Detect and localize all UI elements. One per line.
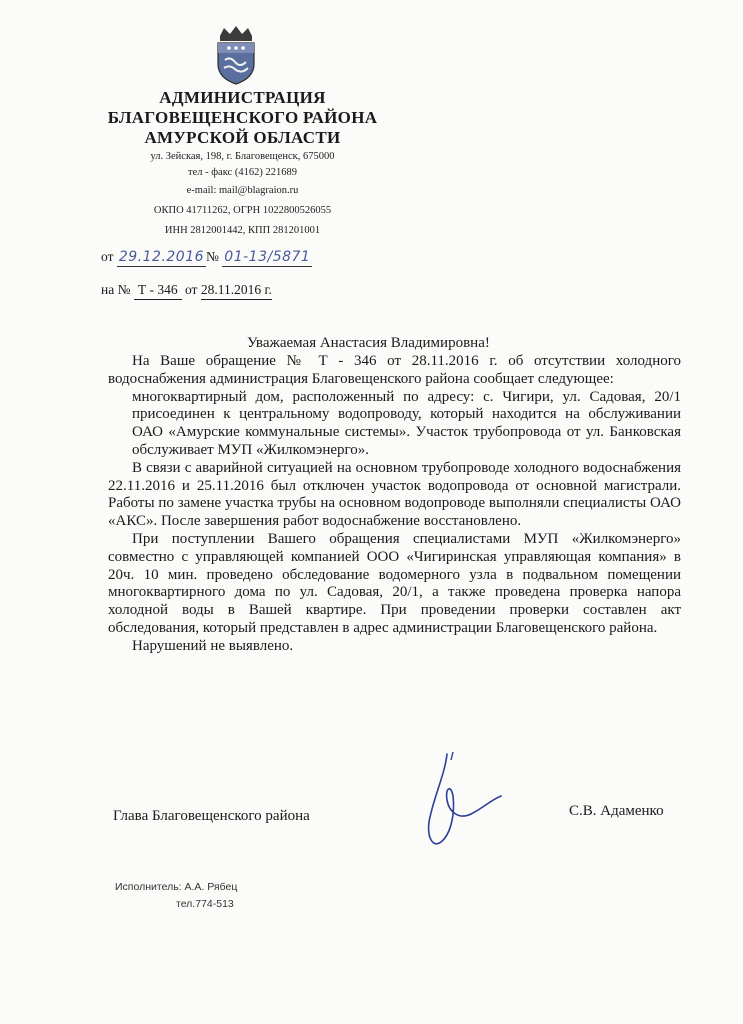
signatory-position: Глава Благовещенского района bbox=[113, 808, 310, 824]
org-phone: тел - факс (4162) 221689 bbox=[188, 167, 297, 178]
letter-body bbox=[108, 353, 681, 656]
org-title-line2: БЛАГОВЕЩЕНСКОГО РАЙОНА bbox=[107, 108, 378, 127]
handwritten-signature bbox=[405, 744, 505, 852]
paragraph-inspection: При поступлении Вашего обращения специалистами МУП «Жилкомэнерго» совместно с управляющей компанией ООО «Чигиринская управляющая компания» в 20ч. 10 мин. проведено обследование водомерного узла в подвальном помещении многоквартирного дома по ул. Садовая, 20/1, а также проведена проверка напора холодной воды в Вашей квартире. При проведении проверки составлен акт обследования, который представлен в адрес администрации Благовещенского района. bbox=[108, 530, 681, 636]
paragraph-conclusion: Нарушений не выявлено. bbox=[132, 637, 294, 654]
ref-number-prefix: № bbox=[206, 249, 219, 264]
ref-to-date-prefix: от bbox=[184, 282, 198, 297]
ref-from-prefix: от bbox=[101, 249, 114, 264]
executor-phone: тел.774-513 bbox=[176, 898, 234, 910]
ref-date-handwritten: 29.12.2016 bbox=[118, 249, 205, 265]
org-okpo: ОКПО 41711262, ОГРН 1022800526055 bbox=[153, 205, 332, 216]
org-address: ул. Зейская, 198, г. Благовещенск, 675000 bbox=[150, 151, 335, 162]
paragraph-accident: В связи с аварийной ситуацией на основном трубопроводе холодного водоснабжения 22.11.2016 и 25.11.2016 был отключен участок водопровода от основной магистрали. Работы по замене участка трубы на основном водопроводе выполняли специалисты ОАО «АКС». После завершения работ водоснабжение восстановлено. bbox=[108, 459, 681, 530]
org-title-line3: АМУРСКОЙ ОБЛАСТИ bbox=[144, 128, 341, 147]
ref-to-prefix: на № bbox=[101, 282, 131, 297]
org-email: e-mail: mail@blagraion.ru bbox=[186, 185, 299, 196]
ref-number-handwritten: 01-13/5871 bbox=[224, 249, 311, 265]
executor-name: Исполнитель: А.А. Рябец bbox=[115, 881, 238, 893]
incoming-reference bbox=[101, 281, 272, 300]
ref-to-number: Т - 346 bbox=[134, 281, 182, 300]
signatory-name: С.В. Адаменко bbox=[569, 803, 664, 819]
paragraph-building: многоквартирный дом, расположенный по адресу: с. Чигири, ул. Садовая, 20/1 присоединен к центральному водопроводу, который находится на обслуживании ОАО «Амурские коммунальные системы». Участок трубопровода от ул. Банковская обслуживает МУП «Жилкомэнерго». bbox=[132, 388, 681, 458]
paragraph-intro: На Ваше обращение № Т - 346 от 28.11.2016 г. об отсутствии холодного водоснабжения администрация Благовещенского района сообщает следующее: bbox=[108, 353, 681, 387]
org-inn: ИНН 2812001442, КПП 281201001 bbox=[164, 225, 321, 236]
coat-of-arms-icon bbox=[214, 26, 258, 86]
salutation: Уважаемая Анастасия Владимировна! bbox=[247, 335, 490, 351]
org-title-line1: АДМИНИСТРАЦИЯ bbox=[159, 88, 326, 107]
ref-to-date: 28.11.2016 г. bbox=[201, 281, 272, 300]
outgoing-reference bbox=[101, 248, 312, 267]
